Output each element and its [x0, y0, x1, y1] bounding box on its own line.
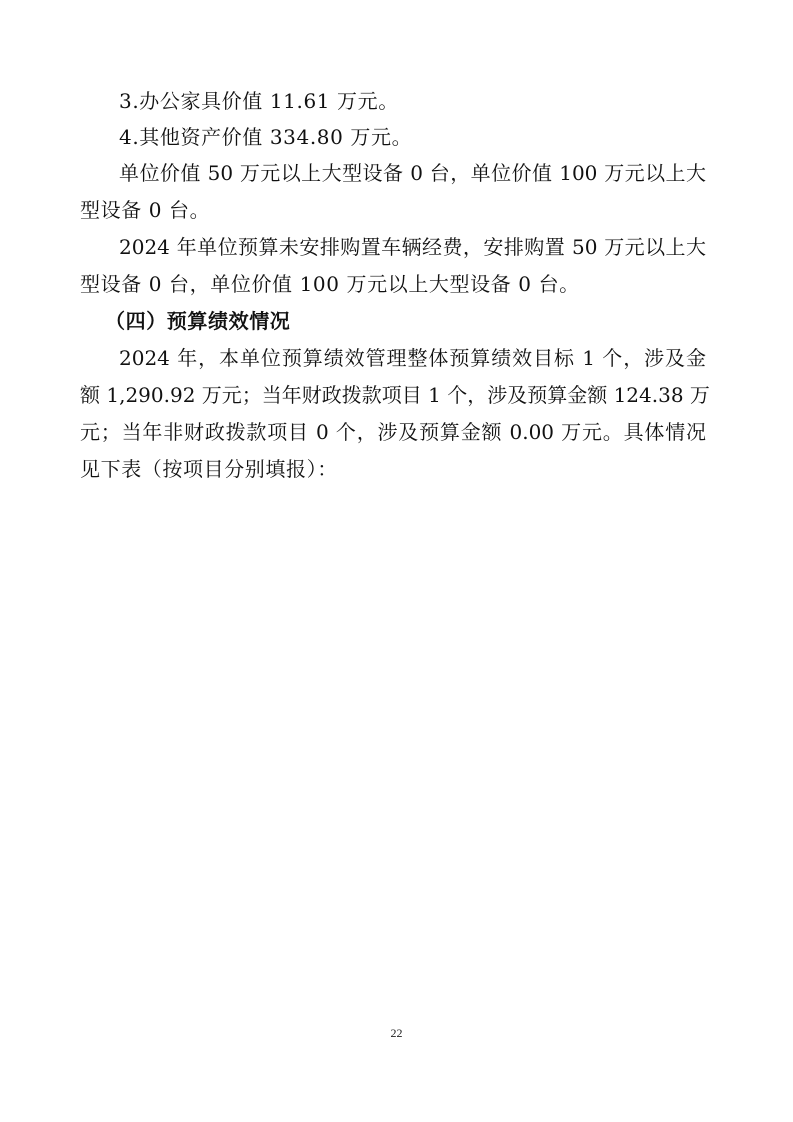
- paragraph-other-assets: 4.其他资产价值 334.80 万元。: [119, 125, 413, 149]
- paragraph-performance-line-4: 见下表（按项目分别填报）：: [80, 457, 338, 481]
- paragraph-large-equipment-line-1: 单位价值 50 万元以上大型设备 0 台，单位价值 100 万元以上大: [119, 161, 706, 185]
- paragraph-performance-line-1: 2024 年，本单位预算绩效管理整体预算绩效目标 1 个，涉及金: [119, 346, 706, 370]
- paragraph-performance-line-2: 额 1,290.92 万元；当年财政拨款项目 1 个，涉及预算金额 124.38 万: [80, 383, 710, 407]
- page-number: 22: [390, 1026, 403, 1040]
- paragraph-large-equipment-line-2: 型设备 0 台。: [80, 198, 211, 222]
- paragraph-vehicle-budget-line-2: 型设备 0 台，单位价值 100 万元以上大型设备 0 台。: [80, 272, 580, 296]
- paragraph-performance-line-3: 元；当年非财政拨款项目 0 个，涉及预算金额 0.00 万元。具体情况: [80, 420, 706, 444]
- section-heading-performance: （四）预算绩效情况: [105, 309, 291, 333]
- paragraph-office-furniture: 3.办公家具价值 11.61 万元。: [119, 89, 399, 113]
- paragraph-vehicle-budget-line-1: 2024 年单位预算未安排购置车辆经费，安排购置 50 万元以上大: [119, 235, 706, 259]
